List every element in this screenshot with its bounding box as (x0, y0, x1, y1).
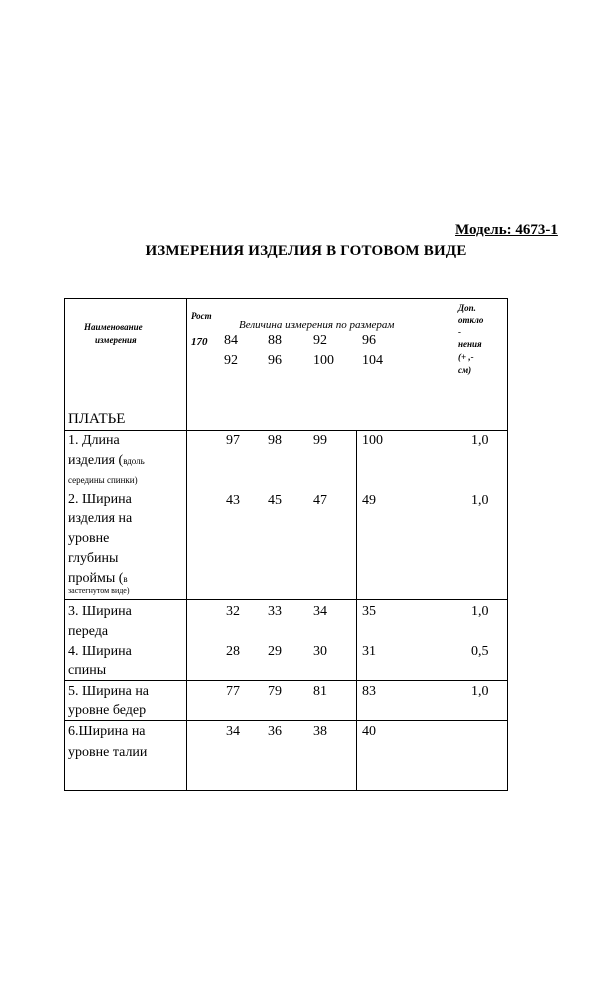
size-84: 84 (224, 333, 238, 348)
row3-value-4: 35 (362, 604, 376, 619)
row2-label-line1: 2. Ширина (68, 492, 132, 507)
row6-value-4: 40 (362, 724, 376, 739)
row6-value-3: 38 (313, 724, 327, 739)
garment-label: ПЛАТЬЕ (68, 411, 126, 427)
row3-label-line2: переда (68, 624, 109, 639)
row2-label-line2: изделия на (68, 511, 133, 526)
row1-label-line1: 1. Длина (68, 433, 120, 448)
row4-value-2: 29 (268, 644, 282, 659)
row1-value-1: 97 (226, 433, 240, 448)
row3-value-2: 33 (268, 604, 282, 619)
row5-label-line2: уровне бедер (68, 703, 147, 718)
size-92: 92 (313, 333, 327, 348)
size-100: 100 (313, 353, 334, 368)
row4-value-3: 30 (313, 644, 327, 659)
row6-label-line2: уровне талии (68, 745, 148, 760)
rost-label: Рост (191, 311, 212, 321)
row2-label-line4: глубины (68, 551, 119, 566)
row6-label-line1: 6.Ширина на (68, 724, 146, 739)
row1-value-2: 98 (268, 433, 282, 448)
row4-tolerance: 0,5 (471, 644, 489, 659)
row2-value-3: 47 (313, 493, 327, 508)
row3-label-line1: 3. Ширина (68, 604, 132, 619)
rost-value: 170 (191, 336, 208, 348)
dev-line-2: откло (458, 315, 484, 325)
size-92b: 92 (224, 353, 238, 368)
dev-line-5: (+ ,- (458, 352, 474, 362)
row4-label-line1: 4. Ширина (68, 644, 132, 659)
dev-line-3: - (458, 327, 461, 337)
row6-value-1: 34 (226, 724, 240, 739)
row2-label-line3: уровне (68, 531, 110, 546)
dev-line-6: см) (458, 365, 472, 375)
model-number: Модель: 4673-1 (455, 222, 558, 238)
row3-value-3: 34 (313, 604, 327, 619)
page-title: ИЗМЕРЕНИЯ ИЗДЕЛИЯ В ГОТОВОМ ВИДЕ (145, 243, 467, 259)
row4-label-line2: спины (68, 663, 107, 678)
size-104: 104 (362, 353, 383, 368)
row3-tolerance: 1,0 (471, 604, 489, 619)
row1-label-line3: середины спинки) (68, 475, 138, 485)
row1-label-line2: изделия (вдоль (68, 453, 145, 468)
row5-label-line1: 5. Ширина на (68, 684, 150, 699)
header-name-line1: Наименование (84, 322, 143, 332)
size-96b: 96 (268, 353, 282, 368)
row3-value-1: 32 (226, 604, 240, 619)
dev-line-4: нения (458, 339, 482, 349)
row5-value-3: 81 (313, 684, 327, 699)
size-96: 96 (362, 333, 376, 348)
row5-value-2: 79 (268, 684, 282, 699)
row5-value-4: 83 (362, 684, 376, 699)
row2-value-2: 45 (268, 493, 282, 508)
row1-tolerance: 1,0 (471, 433, 489, 448)
row5-tolerance: 1,0 (471, 684, 489, 699)
row4-value-4: 31 (362, 644, 376, 659)
row4-value-1: 28 (226, 644, 240, 659)
row2-label-note: застегнутом виде) (68, 586, 130, 595)
sizes-caption: Величина измерения по размерам (239, 319, 395, 331)
size-88: 88 (268, 333, 282, 348)
dev-line-1: Доп. (458, 303, 476, 313)
row5-value-1: 77 (226, 684, 240, 699)
row2-tolerance: 1,0 (471, 493, 489, 508)
row1-value-4: 100 (362, 433, 383, 448)
row2-value-4: 49 (362, 493, 376, 508)
row2-value-1: 43 (226, 493, 240, 508)
header-name-line2: измерения (95, 335, 137, 345)
row1-value-3: 99 (313, 433, 327, 448)
row2-label-line5: проймы (в (68, 571, 128, 586)
row6-value-2: 36 (268, 724, 282, 739)
